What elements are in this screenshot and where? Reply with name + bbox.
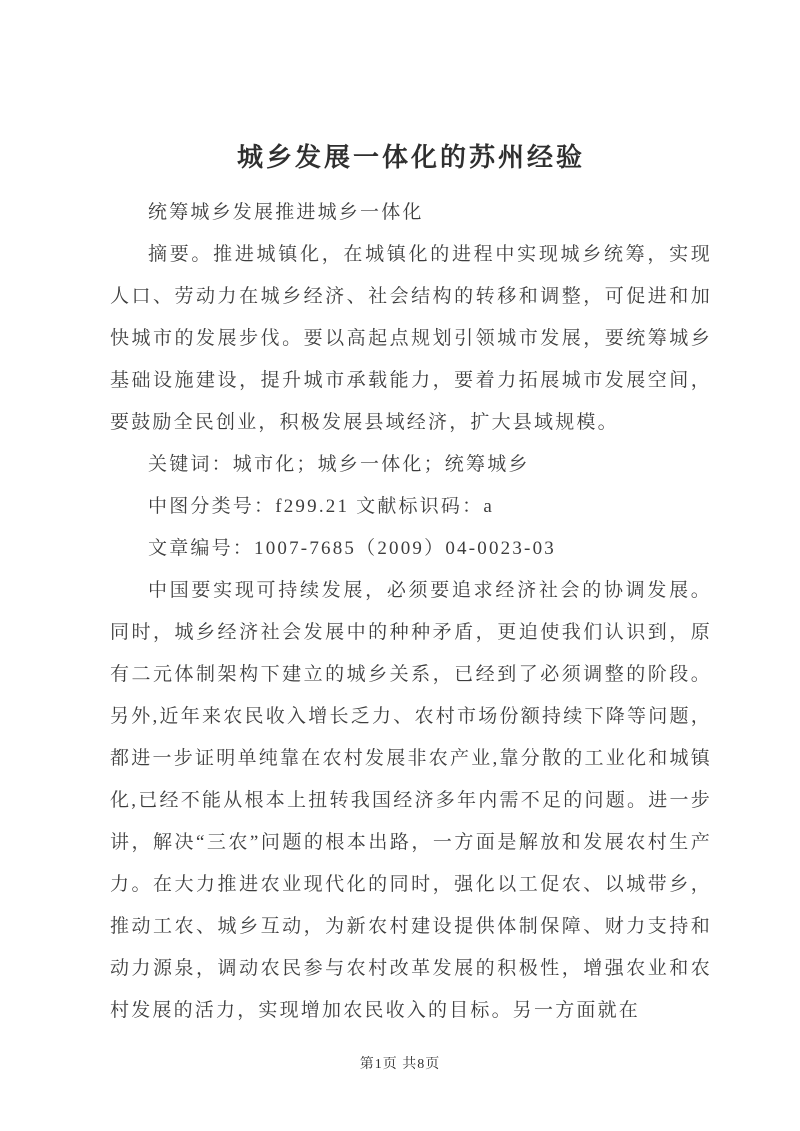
document-content bbox=[110, 138, 712, 1032]
paragraph: 文章编号：1007-7685（2009）04-0023-03 bbox=[148, 538, 556, 559]
paragraph: 中图分类号：f299.21 文献标识码：a bbox=[148, 496, 494, 517]
paragraph: 统筹城乡发展推进城乡一体化 bbox=[148, 202, 424, 223]
article-body bbox=[110, 192, 712, 1032]
paragraph: 中国要实现可持续发展，必须要追求经济社会的协调发展。同时，城乡经济社会发展中的种种矛盾，更迫使我们认识到，原有二元体制架构下建立的城乡关系，已经到了必须调整的阶段。另外,近年来农民收入增长乏力、农村市场份额持续下降等问题，都进一步证明单纯靠在农村发展非农产业,靠分散的工业化和城镇化,已经不能从根本上扭转我国经济多年内需不足的问题。进一步讲，解决“三农”问题的根本出路，一方面是解放和发展农村生产力。在大力推进农业现代化的同时，强化以工促农、以城带乡，推动工农、城乡互动，为新农村建设提供体制保障、财力支持和动力源泉，调动农民参与农村改革发展的积极性，增强农业和农村发展的活力，实现增加农民收入的目标。另一方面就在 bbox=[110, 580, 712, 1021]
paragraph: 摘要。推进城镇化，在城镇化的进程中实现城乡统筹，实现人口、劳动力在城乡经济、社会结构的转移和调整，可促进和加快城市的发展步伐。要以高起点规划引领城市发展，要统筹城乡基础设施建设，提升城市承载能力，要着力拓展城市发展空间，要鼓励全民创业，积极发展县域经济，扩大县域规模。 bbox=[110, 244, 712, 433]
page-number-footer: 第1页 共8页 bbox=[359, 1057, 441, 1072]
page-title: 城乡发展一体化的苏州经验 bbox=[236, 143, 585, 172]
paragraph: 关键词：城市化；城乡一体化；统筹城乡 bbox=[148, 454, 530, 475]
